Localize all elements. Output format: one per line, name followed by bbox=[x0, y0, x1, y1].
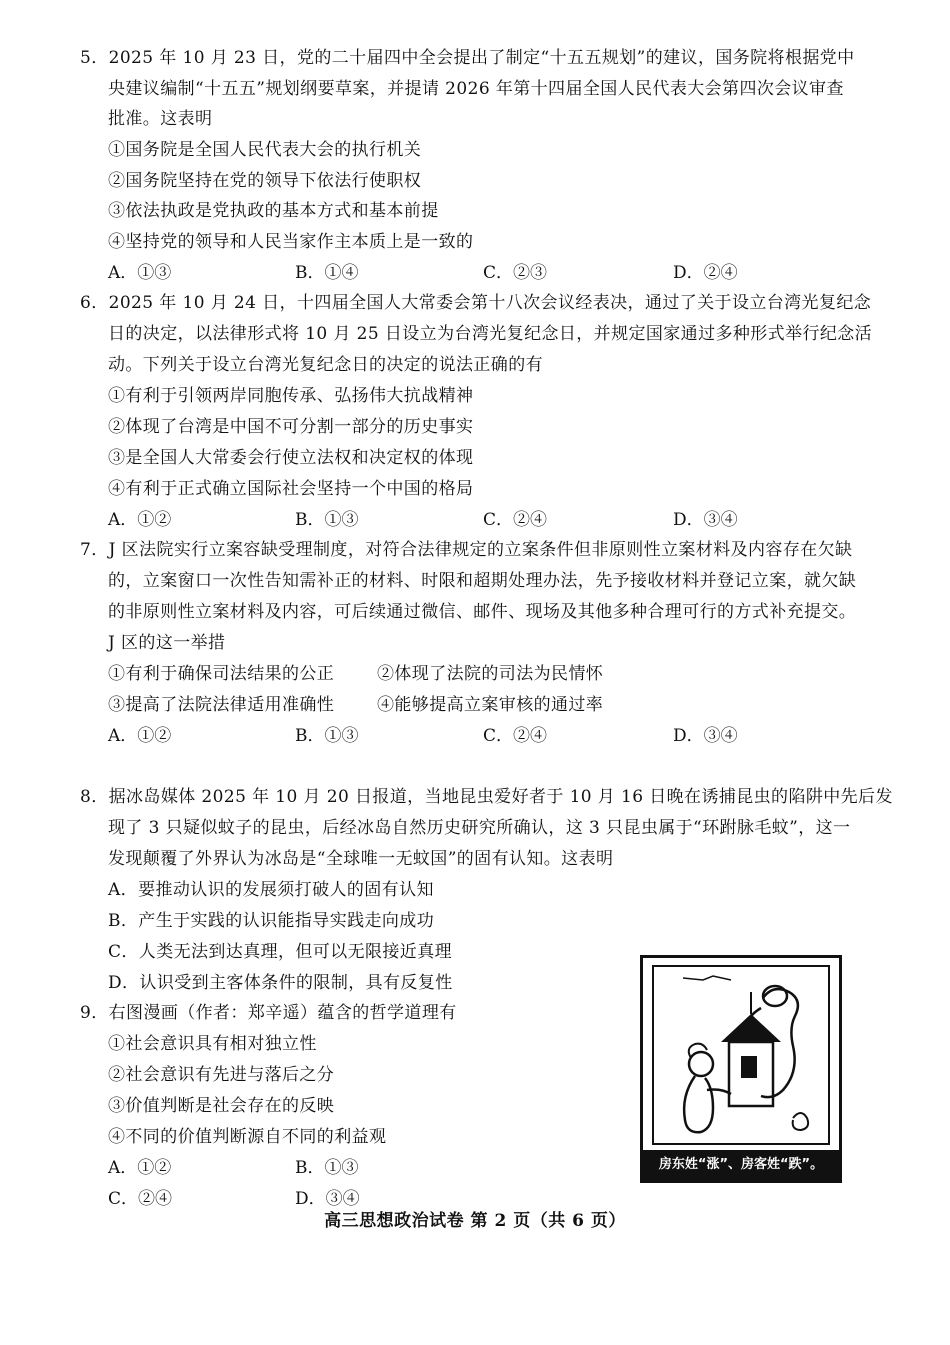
q6-option-c: C．②④ bbox=[483, 510, 548, 530]
q9-item-1: ①社会意识具有相对独立性 bbox=[108, 1034, 317, 1054]
q6-stem-line-2: 日的决定，以法律形式将 10 月 25 日设立为台湾光复纪念日，并规定国家通过多种形式举行纪念活 bbox=[108, 324, 873, 344]
q6-item-2: ②体现了台湾是中国不可分割一部分的历史事实 bbox=[108, 417, 474, 437]
q9-option-a: A．①② bbox=[108, 1158, 172, 1178]
q6-item-4: ④有利于正式确立国际社会坚持一个中国的格局 bbox=[108, 479, 474, 499]
cartoon-caption: 房东姓“涨”、房客姓“跌”。 bbox=[643, 1150, 839, 1180]
q8-stem-line-2: 现了 3 只疑似蚊子的昆虫，后经冰岛自然历史研究所确认，这 3 只昆虫属于“环跗脉毛蚊”，这一 bbox=[108, 818, 851, 838]
q7-stem-line-2: 的，立案窗口一次性告知需补正的材料、时限和超期处理办法，先予接收材料并登记立案，就欠缺 bbox=[108, 571, 857, 591]
q8-option-d: D．认识受到主客体条件的限制，具有反复性 bbox=[108, 973, 453, 993]
q5-item-3: ③依法执政是党执政的基本方式和基本前提 bbox=[108, 201, 439, 221]
q5-option-d: D．②④ bbox=[673, 263, 738, 283]
q7-item-4: ④能够提高立案审核的通过率 bbox=[377, 695, 604, 715]
q8-stem-line-3: 发现颠覆了外界认为冰岛是“全球唯一无蚊国”的固有认知。这表明 bbox=[108, 849, 614, 869]
q9-stem: 9．右图漫画（作者：郑辛遥）蕴含的哲学道理有 bbox=[80, 1003, 457, 1023]
q7-item-3: ③提高了法院法律适用准确性 bbox=[108, 695, 335, 715]
q6-option-b: B．①③ bbox=[295, 510, 359, 530]
q5-stem-line-2: 央建议编制“十五五”规划纲要草案，并提请 2026 年第十四届全国人民代表大会第四次会议审查 bbox=[108, 79, 844, 99]
q5-option-b: B．①④ bbox=[295, 263, 359, 283]
q8-option-c: C．人类无法到达真理，但可以无限接近真理 bbox=[108, 942, 453, 962]
page-footer: 高三思想政治试卷 第 2 页（共 6 页） bbox=[324, 1211, 626, 1231]
q5-item-2: ②国务院坚持在党的领导下依法行使职权 bbox=[108, 171, 422, 191]
q7-option-b: B．①③ bbox=[295, 726, 359, 746]
q6-item-1: ①有利于引领两岸同胞传承、弘扬伟大抗战精神 bbox=[108, 386, 474, 406]
q7-stem-line-3: 的非原则性立案材料及内容，可后续通过微信、邮件、现场及其他多种合理可行的方式补充提交。 bbox=[108, 602, 857, 622]
q5-item-4: ④坚持党的领导和人民当家作主本质上是一致的 bbox=[108, 232, 474, 252]
q9-item-2: ②社会意识有先进与落后之分 bbox=[108, 1065, 335, 1085]
q8-option-a: A．要推动认识的发展须打破人的固有认知 bbox=[108, 880, 434, 900]
q9-item-4: ④不同的价值判断源自不同的利益观 bbox=[108, 1127, 387, 1147]
q7-stem-line-1: 7．J 区法院实行立案容缺受理制度，对符合法律规定的立案条件但非原则性立案材料及内容存在欠缺 bbox=[80, 540, 853, 560]
q6-option-a: A．①② bbox=[108, 510, 172, 530]
q7-item-2: ②体现了法院的司法为民情怀 bbox=[377, 664, 604, 684]
q7-stem-line-4: J 区的这一举措 bbox=[108, 633, 226, 653]
q6-stem-line-1: 6．2025 年 10 月 24 日，十四届全国人大常委会第十八次会议经表决，通过了关于设立台湾光复纪念 bbox=[80, 293, 872, 313]
q6-item-3: ③是全国人大常委会行使立法权和决定权的体现 bbox=[108, 448, 474, 468]
q8-stem-line-1: 8．据冰岛媒体 2025 年 10 月 20 日报道，当地昆虫爱好者于 10 月 16 日晚在诱捕昆虫的陷阱中先后发 bbox=[80, 787, 893, 807]
q9-option-c: C．②④ bbox=[108, 1189, 173, 1209]
q5-option-a: A．①③ bbox=[108, 263, 172, 283]
q9-option-d: D．③④ bbox=[295, 1189, 360, 1209]
q5-stem-line-1: 5．2025 年 10 月 23 日，党的二十届四中全会提出了制定“十五五规划”的建议，国务院将根据党中 bbox=[80, 48, 855, 68]
q9-option-b: B．①③ bbox=[295, 1158, 359, 1178]
q7-option-d: D．③④ bbox=[673, 726, 738, 746]
q6-option-d: D．③④ bbox=[673, 510, 738, 530]
q7-option-a: A．①② bbox=[108, 726, 172, 746]
q7-option-c: C．②④ bbox=[483, 726, 548, 746]
q9-item-3: ③价值判断是社会存在的反映 bbox=[108, 1096, 335, 1116]
q6-stem-line-3: 动。下列关于设立台湾光复纪念日的决定的说法正确的有 bbox=[108, 355, 543, 375]
q5-stem-line-3: 批准。这表明 bbox=[108, 109, 213, 129]
cartoon-drawing bbox=[643, 958, 839, 1150]
cartoon-figure bbox=[640, 955, 842, 1183]
q7-item-1: ①有利于确保司法结果的公正 bbox=[108, 664, 335, 684]
q8-option-b: B．产生于实践的认识能指导实践走向成功 bbox=[108, 911, 435, 931]
q5-option-c: C．②③ bbox=[483, 263, 548, 283]
q5-item-1: ①国务院是全国人民代表大会的执行机关 bbox=[108, 140, 422, 160]
